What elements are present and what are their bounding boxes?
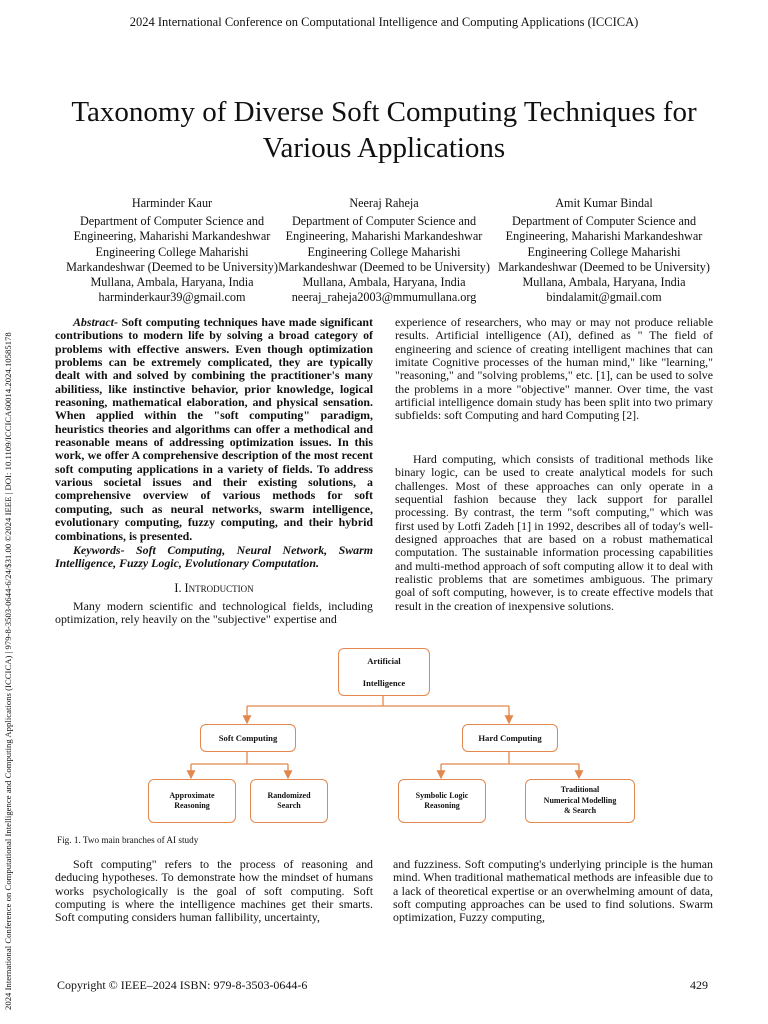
author-email: harminderkaur39@gmail.com	[98, 290, 246, 305]
author-name: Harminder Kaur	[131, 196, 213, 210]
node-randomized-search	[250, 779, 328, 823]
author-affiliation-line: Engineering, Maharishi Markandeshwar	[285, 229, 483, 244]
right-column-text-1: experience of researchers, who may or may not produce reliable results. Artificial intelligence (AI), defined as " The field of engineering and science of creating intelligent machines that can imitate Cognitive processes of the human mind," like "learning," "reasoning," and "solving problems," etc. [1], can be used to solve the problems in a more "objective" manner. Over time, the vast artificial intelligence domain study has been split into two primary subfields: soft Computing and hard Computing [2].	[395, 315, 713, 423]
abstract-label: Abstract-	[73, 315, 118, 329]
author-affiliation-line: Mullana, Ambala, Haryana, India	[302, 275, 466, 290]
node-approximate-reasoning	[148, 779, 236, 823]
author-affiliation-line: Engineering, Maharishi Markandeshwar	[505, 229, 703, 244]
abstract	[55, 316, 373, 543]
author-affiliation-line: Engineering College Maharishi	[307, 244, 461, 259]
keywords	[55, 544, 373, 571]
node-label: Approximate	[169, 790, 215, 800]
node-artificial-intelligence	[338, 648, 430, 696]
author-block-3	[491, 196, 717, 305]
node-label: Symbolic Logic	[415, 790, 469, 800]
keywords-text: Soft Computing, Neural Network, Swarm Intelligence, Fuzzy Logic, Evolutionary Computation.	[55, 543, 373, 571]
right-column-paragraph-2	[395, 453, 713, 613]
author-email: neeraj_raheja2003@mmumullana.org	[291, 290, 477, 305]
intro-text: Many modern scientific and technological fields, including optimization, rely heavily on the "subjective" expertise and	[55, 599, 373, 627]
section-title: Introduction	[184, 581, 254, 595]
left-column-bottom-paragraph	[55, 858, 373, 925]
right-column-bottom-paragraph	[393, 858, 713, 925]
node-hard-computing: Hard Computing	[462, 724, 558, 752]
node-label: Reasoning	[174, 801, 210, 810]
node-label: & Search	[563, 806, 597, 816]
section-number: I.	[174, 581, 182, 595]
author-email: bindalamit@gmail.com	[546, 290, 662, 305]
author-affiliation-line: Markandeshwar (Deemed to be University)	[498, 259, 710, 274]
conference-header: 2024 International Conference on Computational Intelligence and Computing Applications (ICCICA)	[129, 15, 639, 29]
title-line-1: Taxonomy of Diverse Soft Computing Techniques for	[71, 96, 697, 128]
doi-side-stamp: 2024 International Conference on Computational Intelligence and Computing Applications (ICCICA) | 979-8-3503-0644-6/24/$31.00 ©2024 IEEE | DOI: 10.1109/ICCICA60014.2024.10585178	[3, 332, 13, 1010]
node-label: Randomized	[267, 790, 311, 800]
section-heading	[55, 581, 373, 596]
author-affiliation-line: Engineering College Maharishi	[95, 244, 249, 259]
author-block-2	[271, 196, 497, 305]
figure-caption: Fig. 1. Two main branches of AI study	[57, 835, 199, 845]
node-label: Traditional	[560, 785, 600, 795]
author-affiliation-line: Department of Computer Science and	[511, 214, 697, 229]
node-symbolic-logic-reasoning	[398, 779, 486, 823]
node-label: Search	[277, 801, 301, 810]
author-block-1	[59, 196, 285, 305]
page-number: 429	[690, 978, 708, 992]
keywords-label: Keywords-	[73, 543, 125, 557]
author-affiliation-line: Engineering College Maharishi	[527, 244, 681, 259]
node-label: Numerical Modelling	[543, 795, 617, 805]
node-label: Intelligence	[362, 678, 406, 688]
author-name: Amit Kumar Bindal	[555, 196, 653, 210]
title-line-2: Various Applications	[262, 132, 506, 164]
left-bottom-text: Soft computing" refers to the process of reasoning and deducing hypotheses. To demonstrate how the mindset of humans works psychologically is the goal of soft computing. Soft computing is where the intelligence machines get their smarts. Soft computing considers human fallibility, uncertainty,	[55, 857, 373, 925]
node-label: Artificial	[367, 656, 401, 666]
author-affiliation-line: Engineering, Maharishi Markandeshwar	[73, 229, 271, 244]
intro-paragraph	[55, 600, 373, 627]
paper-title	[40, 94, 728, 166]
abstract-text: Soft computing techniques have made significant contributions to modern life by solving a broad category of problems with effective answers. Even though optimization problems can be extremely complicated, they are typically dealt with and solved by combining the practitioner's many abilitiess, like instinctive behavior, prior knowledge, logical reasoning, mathematical elaboration, and physical sensation. When applied within the "soft computing" paradigm, heuristics theories and algorithms can offer a methodical and reasonable means of addressing optimization issues. In this work, we offer A comprehensive description of the most recent soft computing applications in a variety of fields. To address various societal issues and their existing solutions, a comprehensive overview of various methods for soft computing, such as neural networks, swarm intelligence, evolutionary computing, fuzzy computing, and their hybrid combinations, is presented.	[55, 315, 373, 543]
footer-copyright: Copyright © IEEE–2024 ISBN: 979-8-3503-0644-6	[57, 978, 308, 992]
node-traditional-numerical-modelling	[525, 779, 635, 823]
author-affiliation-line: Markandeshwar (Deemed to be University)	[66, 259, 278, 274]
right-column-text-2: Hard computing, which consists of traditional methods like binary logic, can be used to create analytical models for such challenges. Most of these approaches can only operate in a sequential fashion because they lack support for parallel processing. By contrast, the term "soft computing," which was first used by Lotfi Zadeh [1] in 1992, describes all of today's well-designed approaches that are based on a robust mathematical computation. The sustainable information processing capabilities and multi-method approach of soft computing allow it to deal with realistic problems that are sometimes ambiguous. The primary goal of soft computing, however, is to create effective models that result in the creation of inexpensive solutions.	[395, 452, 713, 613]
author-affiliation-line: Mullana, Ambala, Haryana, India	[90, 275, 254, 290]
right-bottom-text: and fuzziness. Soft computing's underlying principle is the human mind. When traditional mathematical methods are infeasible due to a lack of theoretical expertise or an overwhelming amount of data, soft computing approaches can be used to find solutions. Swarm optimization, Fuzzy computing,	[393, 857, 713, 925]
author-affiliation-line: Department of Computer Science and	[79, 214, 265, 229]
node-soft-computing: Soft Computing	[200, 724, 296, 752]
right-column-paragraph-1	[395, 316, 713, 423]
author-affiliation-line: Mullana, Ambala, Haryana, India	[522, 275, 686, 290]
author-name: Neeraj Raheja	[349, 196, 419, 210]
node-label: Reasoning	[424, 801, 460, 810]
figure-ai-taxonomy	[140, 640, 640, 830]
author-affiliation-line: Department of Computer Science and	[291, 214, 477, 229]
author-affiliation-line: Markandeshwar (Deemed to be University)	[278, 259, 490, 274]
